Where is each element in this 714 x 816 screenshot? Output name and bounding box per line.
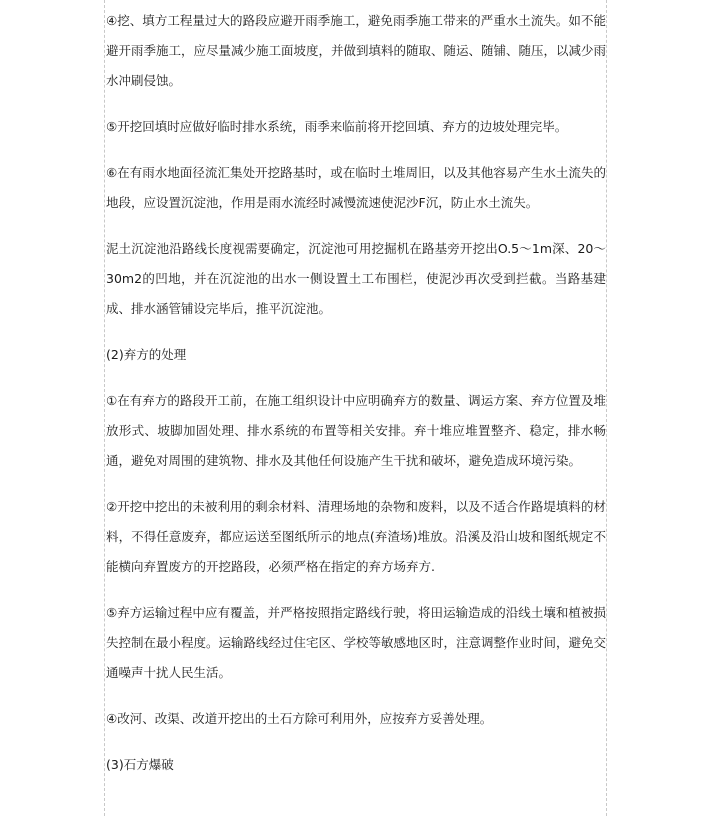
document-body bbox=[106, 6, 606, 780]
section-heading-rock-blasting: (3)石方爆破 bbox=[106, 757, 174, 772]
left-margin-guide bbox=[104, 0, 105, 816]
paragraph-6-sediment-basin: ⑥在有雨水地面径流汇集处开挖路基时，或在临时土堆周旧，以及其他容易产生水土流失的地段，应设置沉淀池，作用是雨水流经时减慢流速使泥沙F沉，防止水土流失。 bbox=[106, 165, 606, 210]
paragraph-4-excavation-rainy-season: ④挖、填方工程量过大的路段应避开雨季施工，避免雨季施工带来的严重水土流失。如不能避开雨季施工，应尽量减少施工面坡度，并做到填料的随取、随运、随铺、随压，以减少雨水冲刷侵蚀。 bbox=[106, 13, 607, 88]
paragraph-3-spoil-transport: ⑤弃方运输过程中应有覆盖，并严格按照指定路线行驶，将田运输造成的沿线土壤和植被损失控制在最小程度。运输路线经过住宅区、学校等敏感地区时，注意调整作业时间，避免交通噪声十扰人民生活。 bbox=[106, 605, 607, 680]
paragraph-sediment-basin-details: 泥土沉淀池沿路线长度视需要确定，沉淀池可用挖掘机在路基旁开挖出O.5～1m深、20～30m2的凹地，并在沉淀池的出水一侧设置土工布围栏，使泥沙再次受到拦截。当路基建成、排水涵管铺设完毕后，推平沉淀池。 bbox=[106, 241, 606, 316]
paragraph-5-drainage-system: ⑤开挖回填时应做好临时排水系统，雨季来临前将开挖回填、弃方的边坡处理完毕。 bbox=[106, 119, 568, 134]
paragraph-4-river-diversion: ④改河、改渠、改道开挖出的土石方除可利用外，应按弃方妥善处理。 bbox=[106, 711, 493, 726]
paragraph-1-spoil-planning: ①在有弃方的路段开工前，在施工组织设计中应明确弃方的数量、调运方案、弃方位置及堆放形式、坡脚加固处理、排水系统的布置等相关安排。弃十堆应堆置整齐、稳定，排水畅通，避免对周围的建筑物、排水及其他任何设施产生干扰和破坏，避免造成环境污染。 bbox=[106, 393, 606, 468]
right-margin-guide bbox=[606, 0, 607, 816]
paragraph-2-surplus-material: ②开挖中挖出的未被利用的剩余材料、清理场地的杂物和废料，以及不适合作路堤填料的材料，不得任意废弃，都应运送至图纸所示的地点(弃渣场)堆放。沿溪及沿山坡和图纸规定不能横向弃置废方的开挖路段，必须严格在指定的弃方场弃方. bbox=[106, 499, 606, 574]
section-heading-spoil-disposal: (2)弃方的处理 bbox=[106, 347, 187, 362]
